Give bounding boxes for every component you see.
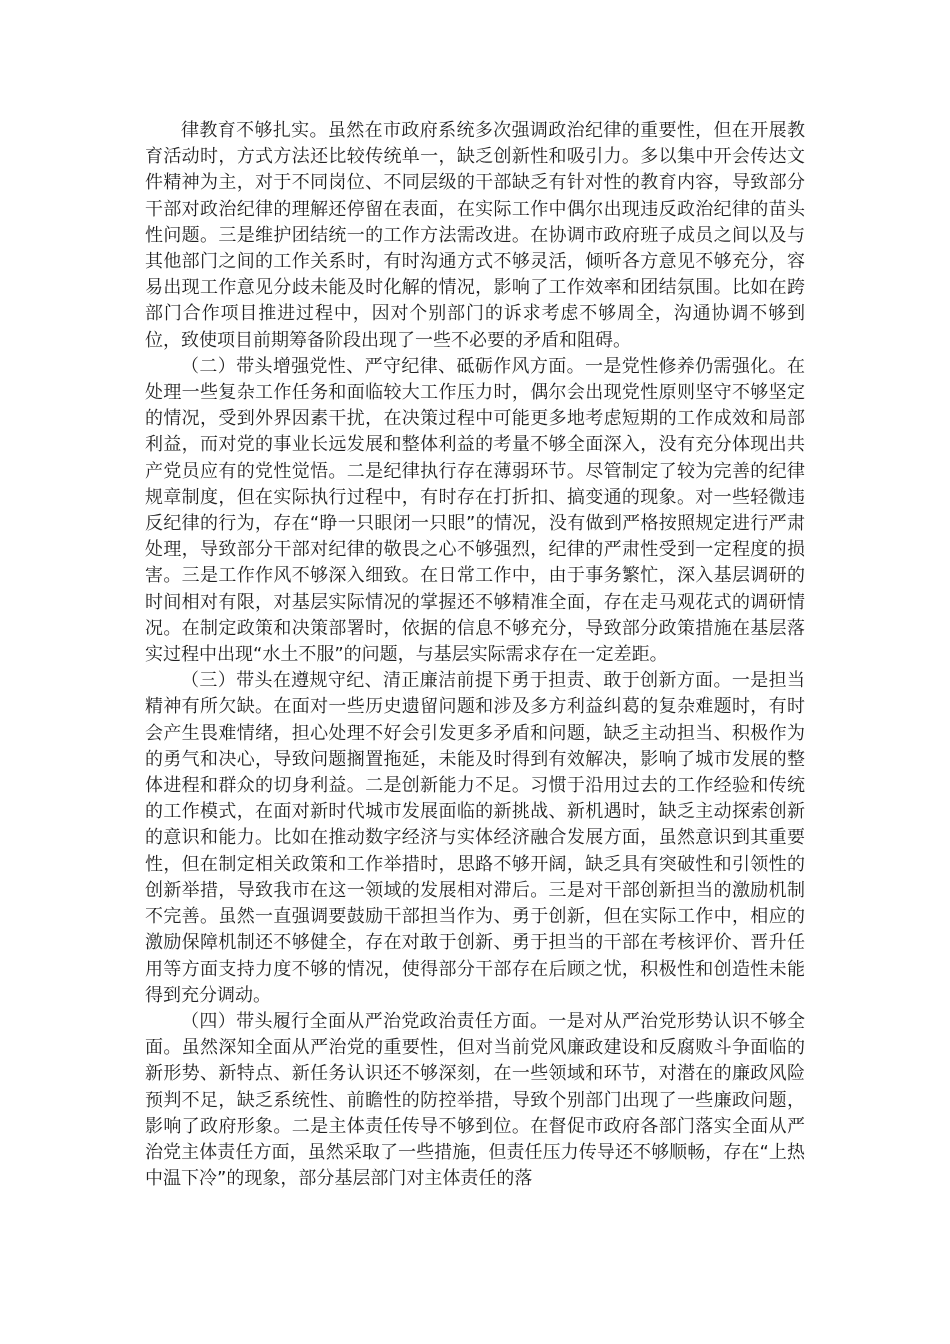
paragraph-section-3-responsibility-innovation: （三）带头在遵规守纪、清正廉洁前提下勇于担责、敢于创新方面。一是担当精神有所欠缺。在面对一些历史遗留问题和涉及多方利益纠葛的复杂难题时，有时会产生畏难情绪，担心处理不好会引发更多矛盾和问题，缺乏主动担当、积极作为的勇气和决心，导致问题搁置拖延，未能及时得到有效解决，影响了城市发展的整体进程和群众的切身利益。二是创新能力不足。习惯于沿用过去的工作经验和传统的工作模式，在面对新时代城市发展面临的新挑战、新机遇时，缺乏主动探索创新的意识和能力。比如在推动数字经济与实体经济融合发展方面，虽然意识到其重要性，但在制定相关政策和工作举措时，思路不够开阔，缺乏具有突破性和引领性的创新举措，导致我市在这一领域的发展相对滞后。三是对干部创新担当的激励机制不完善。虽然一直强调要鼓励干部担当作为、勇于创新，但在实际工作中，相应的激励保障机制还不够健全，存在对敢于创新、勇于担当的干部在考核评价、晋升任用等方面支持力度不够的情况，使得部分干部存在后顾之忧，积极性和创造性未能得到充分调动。: [145, 670, 805, 1006]
paragraph-political-discipline-continued: 律教育不够扎实。虽然在市政府系统多次强调政治纪律的重要性，但在开展教育活动时，方式方法还比较传统单一，缺乏创新性和吸引力。多以集中开会传达文件精神为主，对于不同岗位、不同层级的干部缺乏有针对性的教育内容，导致部分干部对政治纪律的理解还停留在表面，在实际工作中偶尔出现违反政治纪律的苗头性问题。三是维护团结统一的工作方法需改进。在协调市政府班子成员之间以及与其他部门之间的工作关系时，有时沟通方式不够灵活，倾听各方意见不够充分，容易出现工作意见分歧未能及时化解的情况，影响了工作效率和团结氛围。比如在跨部门合作项目推进过程中，因对个别部门的诉求考虑不够周全，沟通协调不够到位，致使项目前期筹备阶段出现了一些不必要的矛盾和阻碍。: [145, 120, 805, 351]
document-body: [145, 118, 805, 1192]
paragraph-section-2-party-spirit: （二）带头增强党性、严守纪律、砥砺作风方面。一是党性修养仍需强化。在处理一些复杂工作任务和面临较大工作压力时，偶尔会出现党性原则坚守不够坚定的情况，受到外界因素干扰，在决策过程中可能更多地考虑短期的工作成效和局部利益，而对党的事业长远发展和整体利益的考量不够全面深入，没有充分体现出共产党员应有的党性觉悟。二是纪律执行存在薄弱环节。尽管制定了较为完善的纪律规章制度，但在实际执行过程中，有时存在打折扣、搞变通的现象。对一些轻微违反纪律的行为，存在“睁一只眼闭一只眼”的情况，没有做到严格按照规定进行严肃处理，导致部分干部对纪律的敬畏之心不够强烈，纪律的严肃性受到一定程度的损害。三是工作作风不够深入细致。在日常工作中，由于事务繁忙，深入基层调研的时间相对有限，对基层实际情况的掌握还不够精准全面，存在走马观花式的调研情况。在制定政策和决策部署时，依据的信息不够充分，导致部分政策措施在基层落实过程中出现“水土不服”的问题，与基层实际需求存在一定差距。: [145, 355, 805, 666]
paragraph-section-4-strict-governance: （四）带头履行全面从严治党政治责任方面。一是对从严治党形势认识不够全面。虽然深知全面从严治党的重要性，但对当前党风廉政建设和反腐败斗争面临的新形势、新特点、新任务认识还不够深刻，在一些领域和环节，对潜在的廉政风险预判不足，缺乏系统性、前瞻性的防控举措，导致个别部门出现了一些廉政问题，影响了政府形象。二是主体责任传导不够到位。在督促市政府各部门落实全面从严治党主体责任方面，虽然采取了一些措施，但责任压力传导还不够顺畅，存在“上热中温下冷”的现象，部分基层部门对主体责任的落: [145, 1010, 805, 1190]
